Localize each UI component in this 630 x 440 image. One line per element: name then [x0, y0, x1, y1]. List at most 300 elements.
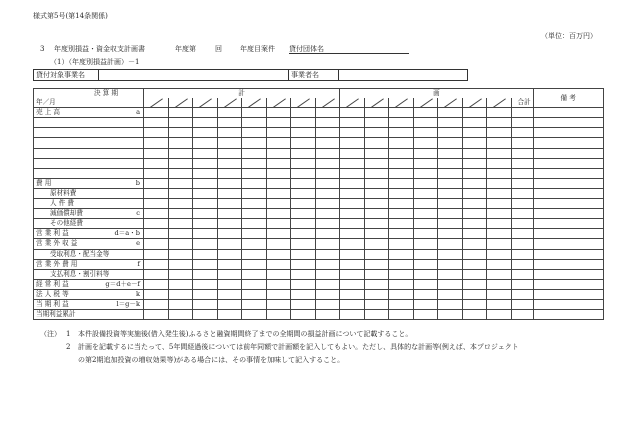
value-cell[interactable] — [364, 188, 389, 198]
value-cell[interactable] — [193, 158, 218, 168]
target-business-field[interactable] — [99, 70, 289, 81]
remarks-cell[interactable] — [533, 279, 603, 289]
value-cell[interactable] — [438, 148, 463, 158]
value-cell[interactable] — [438, 138, 463, 148]
value-cell[interactable] — [364, 118, 389, 128]
value-cell[interactable] — [168, 289, 193, 299]
value-cell[interactable] — [389, 219, 414, 229]
value-cell[interactable] — [291, 168, 316, 178]
remarks-cell[interactable] — [533, 168, 603, 178]
value-cell[interactable] — [462, 259, 487, 269]
value-cell[interactable] — [217, 219, 242, 229]
value-cell[interactable] — [168, 138, 193, 148]
value-cell[interactable] — [144, 310, 169, 320]
value-cell[interactable] — [438, 249, 463, 259]
remarks-cell[interactable] — [533, 118, 603, 128]
value-cell[interactable] — [217, 158, 242, 168]
value-cell[interactable] — [413, 239, 438, 249]
value-cell[interactable] — [413, 188, 438, 198]
value-cell[interactable] — [462, 239, 487, 249]
value-cell[interactable] — [242, 188, 267, 198]
value-cell[interactable] — [144, 279, 169, 289]
value-cell[interactable] — [168, 168, 193, 178]
value-cell[interactable] — [242, 229, 267, 239]
value-cell[interactable] — [315, 138, 340, 148]
value-cell[interactable] — [413, 138, 438, 148]
value-cell[interactable] — [462, 108, 487, 118]
value-cell[interactable] — [487, 199, 512, 209]
value-cell[interactable] — [364, 168, 389, 178]
value-cell[interactable] — [315, 128, 340, 138]
value-cell[interactable] — [144, 178, 169, 188]
value-cell[interactable] — [315, 148, 340, 158]
value-cell[interactable] — [168, 249, 193, 259]
value-cell[interactable] — [511, 219, 533, 229]
value-cell[interactable] — [340, 168, 365, 178]
value-cell[interactable] — [315, 229, 340, 239]
value-cell[interactable] — [315, 219, 340, 229]
value-cell[interactable] — [144, 158, 169, 168]
value-cell[interactable] — [511, 259, 533, 269]
value-cell[interactable] — [389, 148, 414, 158]
value-cell[interactable] — [144, 188, 169, 198]
org-name-field[interactable] — [289, 45, 409, 54]
value-cell[interactable] — [193, 259, 218, 269]
period-header-cell[interactable] — [144, 98, 169, 108]
value-cell[interactable] — [413, 128, 438, 138]
value-cell[interactable] — [413, 310, 438, 320]
value-cell[interactable] — [364, 108, 389, 118]
value-cell[interactable] — [389, 199, 414, 209]
value-cell[interactable] — [389, 128, 414, 138]
value-cell[interactable] — [315, 178, 340, 188]
value-cell[interactable] — [168, 128, 193, 138]
value-cell[interactable] — [389, 299, 414, 309]
value-cell[interactable] — [364, 279, 389, 289]
value-cell[interactable] — [266, 289, 291, 299]
value-cell[interactable] — [217, 299, 242, 309]
value-cell[interactable] — [266, 148, 291, 158]
value-cell[interactable] — [315, 188, 340, 198]
value-cell[interactable] — [168, 148, 193, 158]
value-cell[interactable] — [438, 239, 463, 249]
value-cell[interactable] — [315, 259, 340, 269]
value-cell[interactable] — [487, 108, 512, 118]
value-cell[interactable] — [413, 178, 438, 188]
value-cell[interactable] — [462, 138, 487, 148]
remarks-cell[interactable] — [533, 299, 603, 309]
value-cell[interactable] — [266, 259, 291, 269]
period-header-cell[interactable] — [438, 98, 463, 108]
value-cell[interactable] — [266, 299, 291, 309]
value-cell[interactable] — [340, 310, 365, 320]
value-cell[interactable] — [242, 269, 267, 279]
value-cell[interactable] — [291, 118, 316, 128]
value-cell[interactable] — [340, 199, 365, 209]
value-cell[interactable] — [413, 279, 438, 289]
value-cell[interactable] — [413, 158, 438, 168]
value-cell[interactable] — [364, 128, 389, 138]
value-cell[interactable] — [291, 128, 316, 138]
value-cell[interactable] — [266, 168, 291, 178]
value-cell[interactable] — [462, 128, 487, 138]
value-cell[interactable] — [511, 128, 533, 138]
value-cell[interactable] — [291, 279, 316, 289]
value-cell[interactable] — [144, 209, 169, 219]
value-cell[interactable] — [266, 269, 291, 279]
value-cell[interactable] — [389, 188, 414, 198]
value-cell[interactable] — [315, 269, 340, 279]
value-cell[interactable] — [266, 128, 291, 138]
period-header-cell[interactable] — [315, 98, 340, 108]
value-cell[interactable] — [511, 269, 533, 279]
value-cell[interactable] — [291, 259, 316, 269]
value-cell[interactable] — [364, 219, 389, 229]
value-cell[interactable] — [291, 148, 316, 158]
value-cell[interactable] — [340, 209, 365, 219]
value-cell[interactable] — [511, 138, 533, 148]
remarks-cell[interactable] — [533, 199, 603, 209]
value-cell[interactable] — [193, 118, 218, 128]
value-cell[interactable] — [168, 269, 193, 279]
value-cell[interactable] — [340, 279, 365, 289]
value-cell[interactable] — [340, 138, 365, 148]
value-cell[interactable] — [217, 259, 242, 269]
period-header-cell[interactable] — [389, 98, 414, 108]
value-cell[interactable] — [340, 219, 365, 229]
value-cell[interactable] — [217, 178, 242, 188]
value-cell[interactable] — [413, 249, 438, 259]
value-cell[interactable] — [438, 188, 463, 198]
value-cell[interactable] — [340, 158, 365, 168]
value-cell[interactable] — [168, 118, 193, 128]
value-cell[interactable] — [193, 108, 218, 118]
value-cell[interactable] — [340, 148, 365, 158]
value-cell[interactable] — [340, 259, 365, 269]
value-cell[interactable] — [242, 249, 267, 259]
value-cell[interactable] — [193, 269, 218, 279]
value-cell[interactable] — [389, 289, 414, 299]
value-cell[interactable] — [168, 209, 193, 219]
value-cell[interactable] — [462, 229, 487, 239]
value-cell[interactable] — [291, 178, 316, 188]
period-header-cell[interactable] — [413, 98, 438, 108]
value-cell[interactable] — [168, 229, 193, 239]
value-cell[interactable] — [242, 310, 267, 320]
value-cell[interactable] — [511, 118, 533, 128]
value-cell[interactable] — [413, 229, 438, 239]
value-cell[interactable] — [438, 128, 463, 138]
remarks-cell[interactable] — [533, 229, 603, 239]
value-cell[interactable] — [193, 138, 218, 148]
value-cell[interactable] — [144, 128, 169, 138]
value-cell[interactable] — [389, 229, 414, 239]
value-cell[interactable] — [340, 229, 365, 239]
value-cell[interactable] — [438, 269, 463, 279]
value-cell[interactable] — [144, 219, 169, 229]
value-cell[interactable] — [291, 239, 316, 249]
value-cell[interactable] — [438, 178, 463, 188]
value-cell[interactable] — [242, 209, 267, 219]
period-header-cell[interactable] — [266, 98, 291, 108]
value-cell[interactable] — [462, 209, 487, 219]
value-cell[interactable] — [364, 299, 389, 309]
value-cell[interactable] — [315, 199, 340, 209]
value-cell[interactable] — [511, 229, 533, 239]
value-cell[interactable] — [487, 158, 512, 168]
value-cell[interactable] — [340, 269, 365, 279]
value-cell[interactable] — [193, 128, 218, 138]
value-cell[interactable] — [364, 148, 389, 158]
value-cell[interactable] — [389, 209, 414, 219]
value-cell[interactable] — [144, 108, 169, 118]
remarks-cell[interactable] — [533, 108, 603, 118]
value-cell[interactable] — [315, 289, 340, 299]
value-cell[interactable] — [462, 199, 487, 209]
period-header-cell[interactable] — [242, 98, 267, 108]
value-cell[interactable] — [438, 279, 463, 289]
value-cell[interactable] — [340, 289, 365, 299]
value-cell[interactable] — [389, 239, 414, 249]
value-cell[interactable] — [487, 269, 512, 279]
value-cell[interactable] — [511, 289, 533, 299]
value-cell[interactable] — [193, 199, 218, 209]
value-cell[interactable] — [487, 178, 512, 188]
value-cell[interactable] — [438, 118, 463, 128]
value-cell[interactable] — [389, 310, 414, 320]
value-cell[interactable] — [242, 158, 267, 168]
value-cell[interactable] — [168, 259, 193, 269]
value-cell[interactable] — [266, 138, 291, 148]
value-cell[interactable] — [315, 168, 340, 178]
value-cell[interactable] — [389, 168, 414, 178]
remarks-cell[interactable] — [533, 138, 603, 148]
value-cell[interactable] — [487, 289, 512, 299]
value-cell[interactable] — [217, 168, 242, 178]
value-cell[interactable] — [462, 188, 487, 198]
value-cell[interactable] — [438, 299, 463, 309]
value-cell[interactable] — [144, 239, 169, 249]
value-cell[interactable] — [217, 289, 242, 299]
value-cell[interactable] — [487, 279, 512, 289]
value-cell[interactable] — [217, 148, 242, 158]
value-cell[interactable] — [144, 199, 169, 209]
remarks-cell[interactable] — [533, 239, 603, 249]
value-cell[interactable] — [413, 299, 438, 309]
value-cell[interactable] — [511, 108, 533, 118]
value-cell[interactable] — [438, 209, 463, 219]
value-cell[interactable] — [364, 289, 389, 299]
value-cell[interactable] — [511, 188, 533, 198]
value-cell[interactable] — [242, 148, 267, 158]
value-cell[interactable] — [291, 158, 316, 168]
value-cell[interactable] — [364, 138, 389, 148]
value-cell[interactable] — [266, 178, 291, 188]
value-cell[interactable] — [413, 199, 438, 209]
value-cell[interactable] — [364, 199, 389, 209]
value-cell[interactable] — [144, 289, 169, 299]
value-cell[interactable] — [462, 269, 487, 279]
value-cell[interactable] — [511, 249, 533, 259]
value-cell[interactable] — [217, 239, 242, 249]
value-cell[interactable] — [193, 209, 218, 219]
value-cell[interactable] — [266, 158, 291, 168]
remarks-cell[interactable] — [533, 310, 603, 320]
value-cell[interactable] — [315, 158, 340, 168]
value-cell[interactable] — [438, 108, 463, 118]
value-cell[interactable] — [389, 108, 414, 118]
value-cell[interactable] — [511, 279, 533, 289]
value-cell[interactable] — [266, 229, 291, 239]
value-cell[interactable] — [144, 259, 169, 269]
value-cell[interactable] — [340, 118, 365, 128]
value-cell[interactable] — [462, 158, 487, 168]
value-cell[interactable] — [413, 148, 438, 158]
remarks-cell[interactable] — [533, 209, 603, 219]
value-cell[interactable] — [315, 279, 340, 289]
remarks-cell[interactable] — [533, 249, 603, 259]
value-cell[interactable] — [193, 229, 218, 239]
value-cell[interactable] — [291, 108, 316, 118]
value-cell[interactable] — [291, 219, 316, 229]
value-cell[interactable] — [462, 178, 487, 188]
value-cell[interactable] — [266, 239, 291, 249]
value-cell[interactable] — [462, 118, 487, 128]
value-cell[interactable] — [266, 279, 291, 289]
remarks-cell[interactable] — [533, 188, 603, 198]
period-header-cell[interactable] — [193, 98, 218, 108]
remarks-cell[interactable] — [533, 259, 603, 269]
value-cell[interactable] — [193, 188, 218, 198]
value-cell[interactable] — [291, 188, 316, 198]
value-cell[interactable] — [266, 108, 291, 118]
value-cell[interactable] — [340, 128, 365, 138]
remarks-cell[interactable] — [533, 178, 603, 188]
value-cell[interactable] — [144, 249, 169, 259]
value-cell[interactable] — [266, 310, 291, 320]
value-cell[interactable] — [193, 289, 218, 299]
value-cell[interactable] — [438, 168, 463, 178]
value-cell[interactable] — [217, 269, 242, 279]
value-cell[interactable] — [462, 279, 487, 289]
period-header-cell[interactable] — [487, 98, 512, 108]
value-cell[interactable] — [315, 118, 340, 128]
value-cell[interactable] — [364, 178, 389, 188]
value-cell[interactable] — [462, 148, 487, 158]
value-cell[interactable] — [487, 219, 512, 229]
value-cell[interactable] — [462, 219, 487, 229]
value-cell[interactable] — [168, 158, 193, 168]
value-cell[interactable] — [364, 158, 389, 168]
value-cell[interactable] — [217, 249, 242, 259]
value-cell[interactable] — [242, 178, 267, 188]
value-cell[interactable] — [242, 219, 267, 229]
period-header-cell[interactable] — [291, 98, 316, 108]
operator-field[interactable] — [339, 70, 468, 81]
value-cell[interactable] — [168, 219, 193, 229]
value-cell[interactable] — [413, 259, 438, 269]
value-cell[interactable] — [487, 249, 512, 259]
value-cell[interactable] — [340, 188, 365, 198]
value-cell[interactable] — [217, 188, 242, 198]
value-cell[interactable] — [242, 108, 267, 118]
period-header-cell[interactable] — [217, 98, 242, 108]
value-cell[interactable] — [462, 249, 487, 259]
value-cell[interactable] — [266, 209, 291, 219]
value-cell[interactable] — [291, 299, 316, 309]
value-cell[interactable] — [217, 310, 242, 320]
remarks-cell[interactable] — [533, 269, 603, 279]
value-cell[interactable] — [511, 178, 533, 188]
value-cell[interactable] — [413, 269, 438, 279]
value-cell[interactable] — [193, 178, 218, 188]
value-cell[interactable] — [438, 158, 463, 168]
value-cell[interactable] — [168, 239, 193, 249]
value-cell[interactable] — [168, 299, 193, 309]
value-cell[interactable] — [217, 229, 242, 239]
value-cell[interactable] — [487, 310, 512, 320]
value-cell[interactable] — [144, 118, 169, 128]
value-cell[interactable] — [438, 289, 463, 299]
remarks-cell[interactable] — [533, 148, 603, 158]
value-cell[interactable] — [266, 199, 291, 209]
value-cell[interactable] — [242, 128, 267, 138]
value-cell[interactable] — [340, 108, 365, 118]
value-cell[interactable] — [340, 239, 365, 249]
value-cell[interactable] — [242, 289, 267, 299]
value-cell[interactable] — [511, 199, 533, 209]
value-cell[interactable] — [389, 178, 414, 188]
value-cell[interactable] — [168, 310, 193, 320]
value-cell[interactable] — [242, 138, 267, 148]
value-cell[interactable] — [438, 219, 463, 229]
value-cell[interactable] — [315, 209, 340, 219]
value-cell[interactable] — [193, 239, 218, 249]
value-cell[interactable] — [487, 229, 512, 239]
value-cell[interactable] — [462, 289, 487, 299]
value-cell[interactable] — [144, 148, 169, 158]
value-cell[interactable] — [438, 310, 463, 320]
value-cell[interactable] — [487, 259, 512, 269]
value-cell[interactable] — [193, 148, 218, 158]
value-cell[interactable] — [266, 188, 291, 198]
value-cell[interactable] — [144, 299, 169, 309]
value-cell[interactable] — [413, 168, 438, 178]
value-cell[interactable] — [340, 299, 365, 309]
period-header-cell[interactable] — [462, 98, 487, 108]
value-cell[interactable] — [511, 158, 533, 168]
value-cell[interactable] — [168, 279, 193, 289]
value-cell[interactable] — [291, 310, 316, 320]
value-cell[interactable] — [389, 158, 414, 168]
value-cell[interactable] — [389, 269, 414, 279]
value-cell[interactable] — [217, 108, 242, 118]
value-cell[interactable] — [462, 168, 487, 178]
value-cell[interactable] — [487, 118, 512, 128]
value-cell[interactable] — [315, 108, 340, 118]
value-cell[interactable] — [291, 138, 316, 148]
value-cell[interactable] — [389, 279, 414, 289]
value-cell[interactable] — [242, 279, 267, 289]
value-cell[interactable] — [242, 299, 267, 309]
remarks-cell[interactable] — [533, 219, 603, 229]
value-cell[interactable] — [340, 178, 365, 188]
value-cell[interactable] — [217, 118, 242, 128]
value-cell[interactable] — [168, 178, 193, 188]
value-cell[interactable] — [168, 108, 193, 118]
value-cell[interactable] — [389, 249, 414, 259]
value-cell[interactable] — [340, 249, 365, 259]
